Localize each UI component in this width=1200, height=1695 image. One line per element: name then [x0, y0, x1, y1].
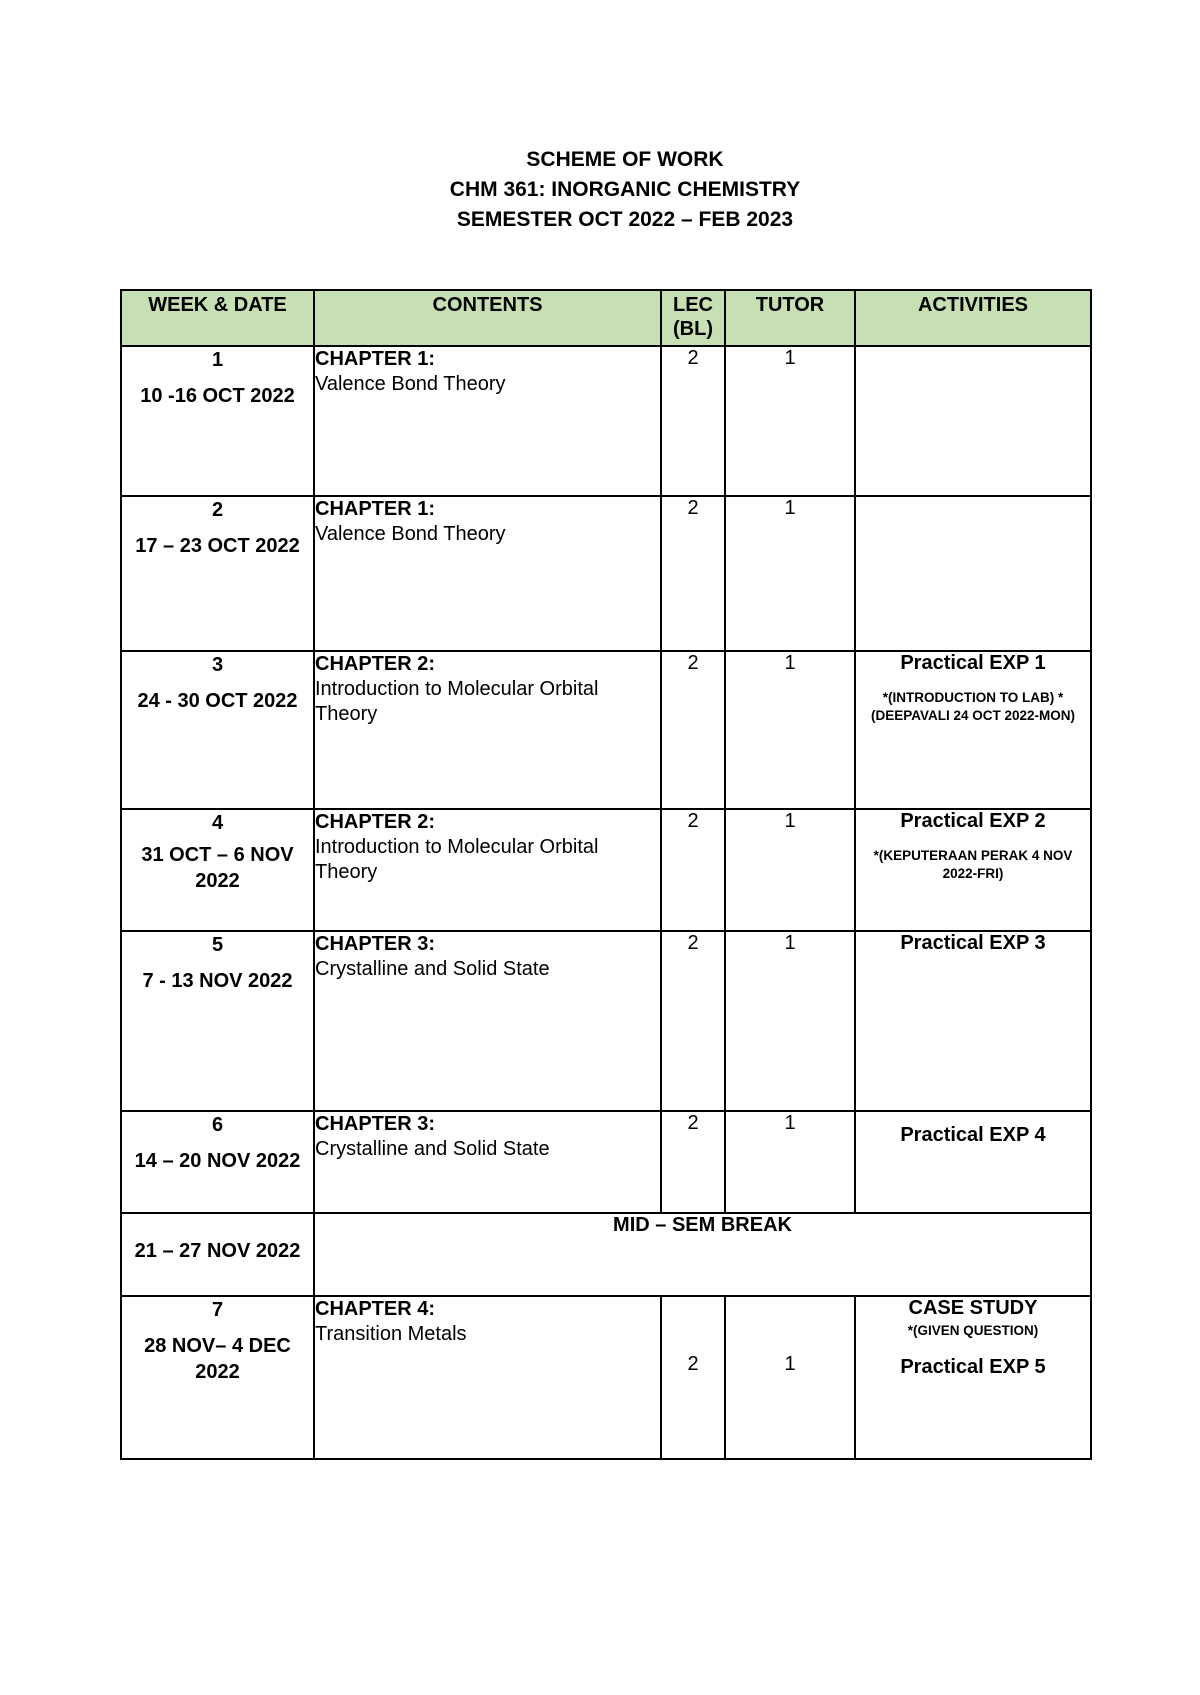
- document-title: [0, 145, 1200, 235]
- activity-title: Practical EXP 1: [900, 652, 1046, 674]
- activity-title: Practical EXP 4: [900, 1124, 1046, 1146]
- activities-cell: [855, 651, 1091, 809]
- tutor-cell: 1: [725, 346, 855, 496]
- activity-title: CASE STUDY: [908, 1297, 1038, 1319]
- table-row: [121, 1296, 1091, 1459]
- table-row: [121, 1111, 1091, 1213]
- week-cell: 6 14 – 20 NOV 2022: [121, 1111, 314, 1213]
- activity-exp: Practical EXP 5: [900, 1356, 1046, 1378]
- header-contents: CONTENTS: [314, 290, 661, 346]
- contents-cell: CHAPTER 3: Crystalline and Solid State: [314, 931, 661, 1111]
- week-cell: 1 10 -16 OCT 2022: [121, 346, 314, 496]
- mid-sem-break: MID – SEM BREAK: [314, 1213, 1091, 1296]
- activities-cell: [855, 346, 1091, 496]
- title-line-1: SCHEME OF WORK: [526, 148, 724, 171]
- contents-cell: CHAPTER 1: Valence Bond Theory: [314, 346, 661, 496]
- tutor-cell: 1: [725, 1296, 855, 1459]
- break-row: [121, 1213, 1091, 1296]
- tutor-cell: 1: [725, 651, 855, 809]
- lec-cell: 2: [661, 1296, 725, 1459]
- tutor-cell: 1: [725, 931, 855, 1111]
- scheme-table: [120, 289, 1092, 1460]
- activity-note: *(INTRODUCTION TO LAB) *(DEEPAVALI 24 OCT 2022-MON): [870, 690, 1076, 723]
- activity-title: Practical EXP 2: [900, 810, 1046, 832]
- activity-note: *(KEPUTERAAN PERAK 4 NOV 2022-FRI): [873, 848, 1073, 881]
- week-cell: 4 31 OCT – 6 NOV 2022: [121, 809, 314, 931]
- activities-cell: [855, 931, 1091, 1111]
- header-tutor: TUTOR: [725, 290, 855, 346]
- header-row: [121, 290, 1091, 346]
- table-row: [121, 809, 1091, 931]
- lec-cell: 2: [661, 346, 725, 496]
- header-activities: ACTIVITIES: [855, 290, 1091, 346]
- lec-cell: 2: [661, 1111, 725, 1213]
- table-row: [121, 346, 1091, 496]
- week-cell: 7 28 NOV– 4 DEC 2022: [121, 1296, 314, 1459]
- tutor-cell: 1: [725, 809, 855, 931]
- table-row: [121, 496, 1091, 651]
- lec-cell: 2: [661, 931, 725, 1111]
- activities-cell: [855, 1111, 1091, 1213]
- contents-cell: CHAPTER 4: Transition Metals: [314, 1296, 661, 1459]
- week-cell: 2 17 – 23 OCT 2022: [121, 496, 314, 651]
- activity-note: *(GIVEN QUESTION): [907, 1323, 1039, 1338]
- lec-cell: 2: [661, 809, 725, 931]
- activities-cell: [855, 809, 1091, 931]
- activity-title: Practical EXP 3: [900, 932, 1046, 954]
- table-row: [121, 651, 1091, 809]
- tutor-cell: 1: [725, 496, 855, 651]
- week-cell: 5 7 - 13 NOV 2022: [121, 931, 314, 1111]
- contents-cell: CHAPTER 3: Crystalline and Solid State: [314, 1111, 661, 1213]
- table-row: [121, 931, 1091, 1111]
- activities-cell: [855, 496, 1091, 651]
- header-lec: LEC (BL): [661, 290, 725, 346]
- contents-cell: CHAPTER 1: Valence Bond Theory: [314, 496, 661, 651]
- tutor-cell: 1: [725, 1111, 855, 1213]
- week-cell: 3 24 - 30 OCT 2022: [121, 651, 314, 809]
- activities-cell: [855, 1296, 1091, 1459]
- title-line-2: CHM 361: INORGANIC CHEMISTRY: [449, 178, 801, 201]
- week-cell: 21 – 27 NOV 2022: [121, 1213, 314, 1296]
- contents-cell: CHAPTER 2: Introduction to Molecular Orbital Theory: [314, 809, 661, 931]
- contents-cell: CHAPTER 2: Introduction to Molecular Orbital Theory: [314, 651, 661, 809]
- lec-cell: 2: [661, 496, 725, 651]
- lec-cell: 2: [661, 651, 725, 809]
- title-line-3: SEMESTER OCT 2022 – FEB 2023: [456, 208, 794, 231]
- header-week: WEEK & DATE: [121, 290, 314, 346]
